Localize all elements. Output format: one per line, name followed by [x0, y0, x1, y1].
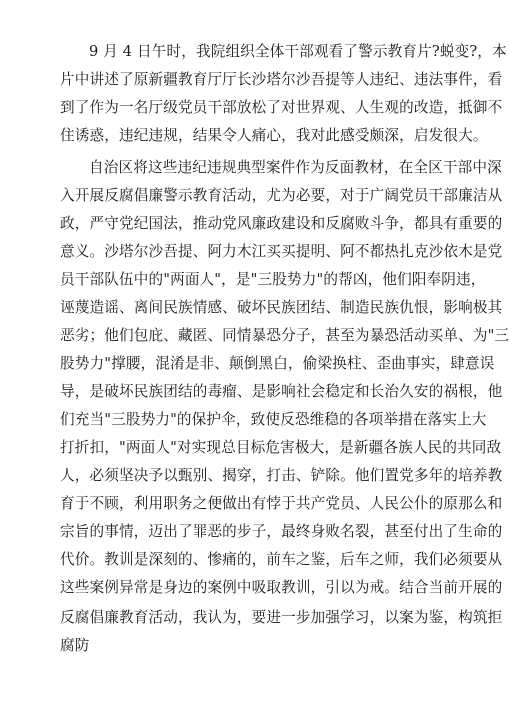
paragraph-2-line-17: 反腐倡廉教育活动，我认为，要进一步加强学习，以案为鉴，构筑拒	[60, 609, 503, 626]
paragraph-2-line-4: 意义。沙塔尔沙吾提、阿力木江买买提明、阿不都热扎克沙依木是党	[60, 243, 503, 260]
paragraph-2-line-11: 打折扣，"两面人"对实现总目标危害极大，是新疆各族人民的共同敌	[60, 439, 502, 456]
paragraph-2-line-15: 代价。教训是深刻的、惨痛的，前车之鉴，后车之师，我们必须要从	[60, 551, 503, 568]
paragraph-1-line-1: 9 月 4 日午时，我院组织全体干部观看了警示教育片?蜕变?，本	[89, 43, 507, 60]
paragraph-1-line-3: 到了作为一名厅级党员干部放松了对世界观、人生观的改造，抵御不	[60, 99, 503, 116]
paragraph-2-line-10: 们充当"三股势力"的保护伞，致使反恐维稳的各项举措在落实上大	[60, 411, 487, 428]
paragraph-2-line-1: 自治区将这些违纪违规典型案件作为反面教材，在全区干部中深	[89, 159, 502, 176]
paragraph-2-line-2: 入开展反腐倡廉警示教育活动，尤为必要，对于广阔党员干部廉洁从	[60, 187, 503, 204]
paragraph-2-line-12: 人，必须坚决予以甄别、揭穿，打击、铲除。他们置党多年的培养教	[60, 467, 503, 484]
paragraph-2-line-7: 恶劣；他们包庇、藏匿、同情暴恐分子，甚至为暴恐活动买单、为"三	[60, 327, 509, 344]
paragraph-2-line-18: 腐防	[60, 637, 90, 654]
paragraph-2-line-9: 导，是破坏民族团结的毒瘤、是影响社会稳定和长治久安的祸根，他	[60, 383, 503, 400]
paragraph-2-line-3: 政，严守党纪国法，推动党风廉政建设和反腐败斗争，都具有重要的	[60, 215, 503, 232]
paragraph-2-line-8: 股势力"撑腰，混淆是非、颠倒黑白，偷梁换柱、歪曲事实，肆意误	[60, 355, 495, 372]
paragraph-2-line-14: 宗旨的事情，迈出了罪恶的步子，最终身败名裂，甚至付出了生命的	[60, 523, 503, 540]
paragraph-2-line-13: 育于不顾，利用职务之便做出有悖于共产党员、人民公仆的原那么和	[60, 495, 503, 512]
paragraph-1-line-2: 片中讲述了原新疆教育厅厅长沙塔尔沙吾提等人违纪、违法事件，看	[60, 71, 503, 88]
paragraph-2-line-5: 员干部队伍中的"两面人"，是"三股势力"的帮凶，他们阳奉阴违，	[60, 271, 486, 288]
paragraph-2-line-16: 这些案例异常是身边的案例中吸取教训，引以为戒。结合当前开展的	[60, 579, 503, 596]
paragraph-2-line-6: 诬蔑造谣、离间民族情感、破坏民族团结、制造民族仇恨，影响极其	[60, 299, 503, 316]
paragraph-1-line-4: 住诱惑，违纪违规，结果令人痛心，我对此感受颇深，启发很大。	[60, 127, 488, 144]
